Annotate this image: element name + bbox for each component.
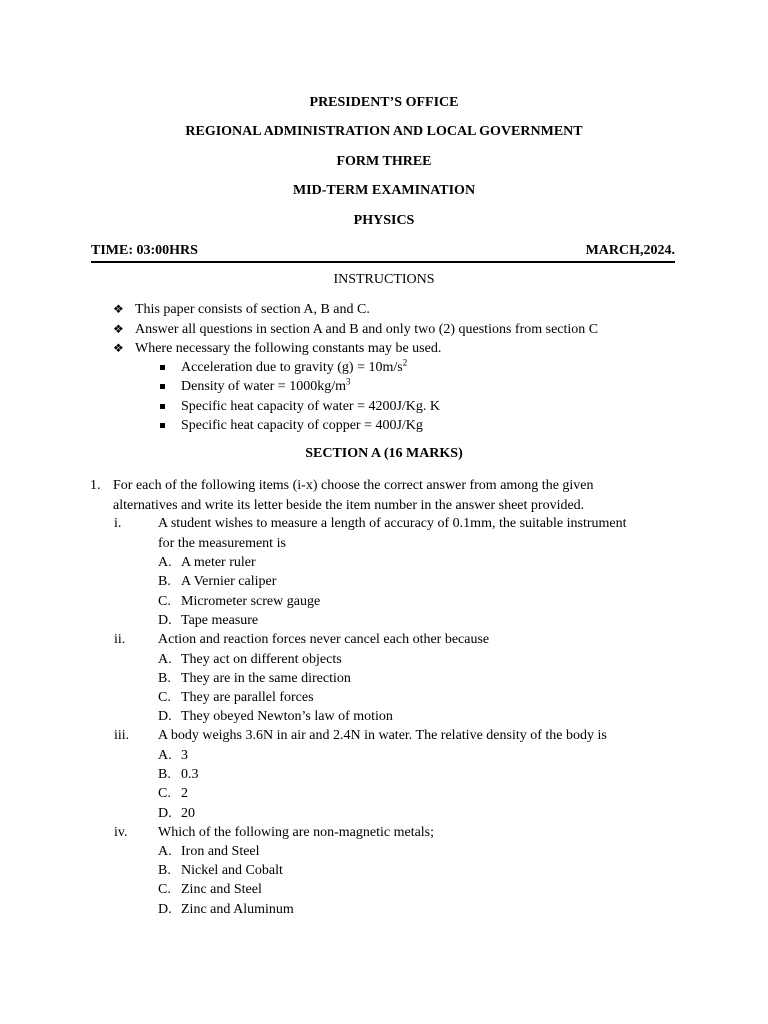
option-text: Iron and Steel bbox=[181, 844, 260, 859]
item-number: iii. bbox=[114, 728, 130, 743]
option-text: Micrometer screw gauge bbox=[181, 594, 321, 609]
option-text: They are parallel forces bbox=[181, 690, 314, 705]
option-text: Nickel and Cobalt bbox=[181, 863, 283, 878]
option-text: 0.3 bbox=[181, 767, 199, 782]
option-letter: D. bbox=[158, 709, 172, 724]
item-number: i. bbox=[114, 516, 122, 531]
item-text: Action and reaction forces never cancel each other because bbox=[158, 632, 490, 647]
option-text: They are in the same direction bbox=[181, 671, 351, 686]
option-text: 20 bbox=[181, 806, 195, 821]
header-form: FORM THREE bbox=[336, 154, 432, 169]
instruction-item: ❖ Answer all questions in section A and B and only two (2) questions from section C bbox=[135, 320, 598, 340]
option-letter: D. bbox=[158, 902, 172, 917]
constant-item: Specific heat capacity of water = 4200J/Kg. K bbox=[181, 397, 440, 417]
option-text: A meter ruler bbox=[181, 555, 256, 570]
constant-item: Acceleration due to gravity $(g) = 10m/s^2$ bbox=[181, 358, 407, 378]
option-letter: B. bbox=[158, 863, 171, 878]
option-letter: A. bbox=[158, 555, 172, 570]
option-text: They act on different objects bbox=[181, 652, 342, 667]
instruction-item: ❖ Where necessary the following constants may be used. bbox=[135, 339, 441, 359]
header-administration: REGIONAL ADMINISTRATION AND LOCAL GOVERNMENT bbox=[185, 124, 583, 139]
item-text: A student wishes to measure a length of accuracy of 0.1mm, the suitable instrument for the measurement is bbox=[158, 516, 627, 551]
option-letter: C. bbox=[158, 594, 171, 609]
option-letter: A. bbox=[158, 844, 172, 859]
option-letter: A. bbox=[158, 748, 172, 763]
instruction-item: ❖ This paper consists of section A, B and C. bbox=[135, 300, 370, 320]
square-bullet-icon bbox=[160, 384, 165, 389]
square-bullet-icon bbox=[160, 423, 165, 428]
option-text: A Vernier caliper bbox=[181, 574, 277, 589]
instructions-title: INSTRUCTIONS bbox=[333, 272, 435, 287]
square-bullet-icon bbox=[160, 365, 165, 370]
option-text: They obeyed Newton’s law of motion bbox=[181, 709, 393, 724]
diamond-bullet-icon: ❖ bbox=[113, 341, 124, 355]
option-letter: B. bbox=[158, 671, 171, 686]
question-text: For each of the following items (i-x) choose the correct answer from among the given alternatives and write its letter beside the item number in the answer sheet provided. bbox=[113, 478, 594, 513]
diamond-bullet-icon: ❖ bbox=[113, 322, 124, 336]
time-date-row bbox=[91, 243, 675, 263]
square-bullet-icon bbox=[160, 404, 165, 409]
header-exam: MID-TERM EXAMINATION bbox=[292, 183, 476, 198]
option-letter: B. bbox=[158, 767, 171, 782]
exam-date: MARCH,2024. bbox=[585, 243, 675, 258]
header-office: PRESIDENT’S OFFICE bbox=[309, 95, 459, 110]
option-text: Zinc and Aluminum bbox=[181, 902, 294, 917]
section-a-title: SECTION A (16 MARKS) bbox=[305, 446, 463, 461]
constant-item: Specific heat capacity of copper = 400J/Kg bbox=[181, 416, 423, 436]
option-text: Zinc and Steel bbox=[181, 882, 262, 897]
item-text: Which of the following are non-magnetic metals; bbox=[158, 825, 435, 840]
option-letter: D. bbox=[158, 806, 172, 821]
diamond-bullet-icon: ❖ bbox=[113, 302, 124, 316]
option-letter: C. bbox=[158, 690, 171, 705]
item-number: iv. bbox=[114, 825, 128, 840]
question-number: 1. bbox=[90, 478, 101, 493]
option-text: 2 bbox=[181, 786, 188, 801]
exam-time: TIME: 03:00HRS bbox=[91, 243, 198, 258]
item-text: A body weighs 3.6N in air and 2.4N in water. The relative density of the body is bbox=[158, 728, 607, 743]
header-subject: PHYSICS bbox=[353, 213, 415, 228]
option-letter: A. bbox=[158, 652, 172, 667]
option-letter: D. bbox=[158, 613, 172, 628]
option-letter: C. bbox=[158, 786, 171, 801]
instructions-list bbox=[0, 300, 768, 440]
item-number: ii. bbox=[114, 632, 126, 647]
option-letter: B. bbox=[158, 574, 171, 589]
constant-item: Density of water = $1000kg/m^3$ bbox=[181, 377, 350, 397]
option-text: 3 bbox=[181, 748, 188, 763]
option-text: Tape measure bbox=[181, 613, 259, 628]
option-letter: C. bbox=[158, 882, 171, 897]
